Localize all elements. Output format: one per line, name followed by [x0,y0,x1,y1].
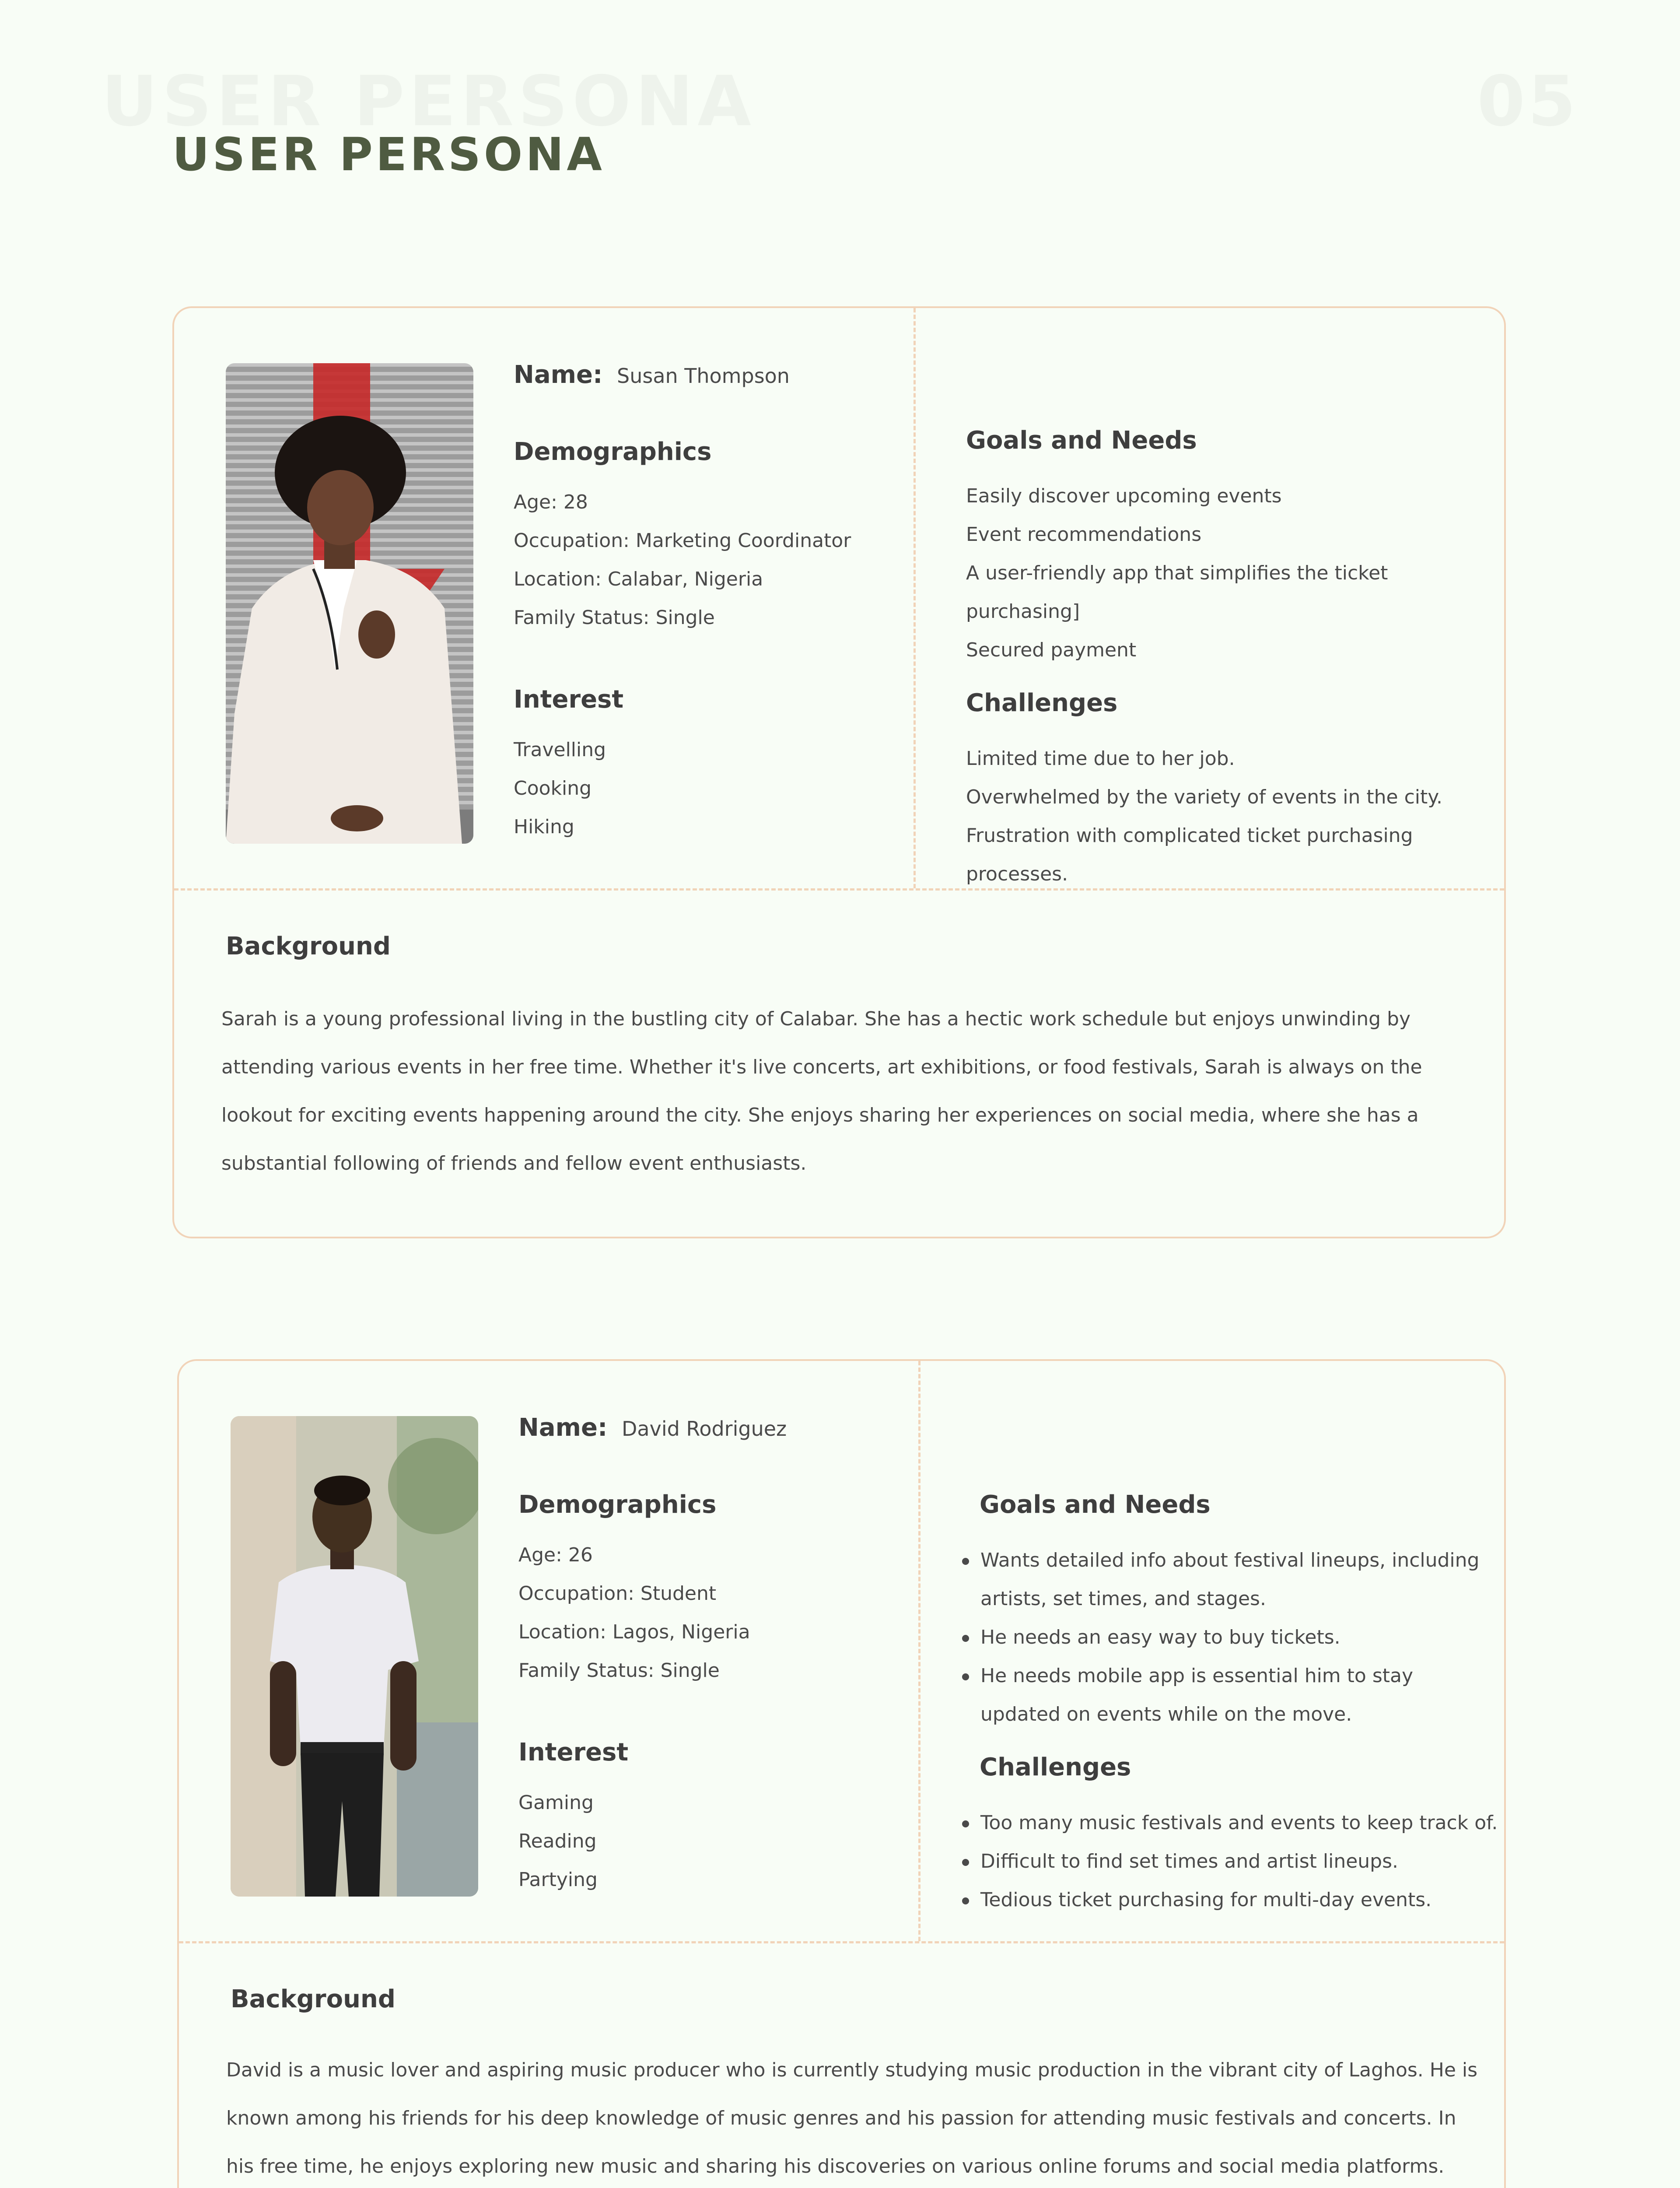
challenges-list [966,740,1469,894]
challenge-item: Difficult to find set times and artist lineups. [962,1842,1505,1881]
background-heading: Background [226,932,391,961]
persona-card-david [177,1359,1506,2188]
background-text: Sarah is a young professional living in the bustling city of Calabar. She has a hectic work schedule but enjoys unwinding by attending various events in her free time. Whether it's live concerts, art exhibitions, or food festivals, Sarah is always on the lookout for exciting events happening around the city. She enjoys sharing her experiences on social media, where she has a substantial following of friends and fellow event enthusiasts. [221,1008,1422,1175]
interest-item: Travelling [514,739,606,761]
column-divider [918,1361,920,1941]
goals-list [962,1541,1487,1734]
page-title: USER PERSONA [172,128,605,181]
persona-photo [226,363,473,844]
persona-name: Susan Thompson [617,364,790,388]
background-heading: Background [231,1985,396,2013]
challenges-list [962,1804,1505,1919]
demographic-occupation: Occupation: Student [518,1582,717,1605]
challenge-item: Tedious ticket purchasing for multi-day events. [962,1881,1505,1919]
page-number: 05 [1477,61,1578,142]
interest-item: Cooking [514,777,592,799]
goal-item: Event recommendations [966,523,1202,546]
interest-list [518,1784,598,1899]
goal-item: Wants detailed info about festival lineups, including artists, set times, and stages. [962,1541,1487,1618]
challenge-item: Limited time due to her job. [966,747,1235,770]
challenges-heading: Challenges [980,1753,1131,1781]
demographic-age: Age: 28 [514,491,588,513]
goal-item: Secured payment [966,639,1137,661]
demographic-location: Location: Calabar, Nigeria [514,568,763,590]
goals-heading: Goals and Needs [980,1490,1211,1519]
interest-item: Hiking [514,816,574,838]
name-label: Name: [514,361,603,389]
challenges-heading: Challenges [966,689,1118,717]
demographic-occupation: Occupation: Marketing Coordinator [514,529,851,552]
interest-item: Reading [518,1830,597,1852]
challenge-item: Overwhelmed by the variety of events in the city. [966,786,1442,808]
goal-item: He needs an easy way to buy tickets. [962,1618,1487,1657]
persona-photo [231,1416,478,1897]
interest-heading: Interest [518,1738,629,1767]
challenge-item: Too many music festivals and events to keep track of. [962,1804,1505,1842]
goal-item: Easily discover upcoming events [966,485,1282,507]
demographic-age: Age: 26 [518,1544,593,1566]
interest-list [514,731,606,846]
interest-item: Partying [518,1869,598,1891]
goals-list [966,477,1469,670]
goals-heading: Goals and Needs [966,426,1197,455]
challenge-item: Frustration with complicated ticket purchasing processes. [966,824,1413,885]
goal-item: He needs mobile app is essential him to stay updated on events while on the move. [962,1657,1430,1734]
background-text: David is a music lover and aspiring music producer who is currently studying music production in the vibrant city of Laghos. He is known among his friends for his deep knowledge of music genres and his passion for attending music festivals and concerts. In his free time, he enjoys exploring new music and sharing his discoveries on various online forums and social media platforms. [226,2059,1478,2177]
demographics-heading: Demographics [514,438,712,466]
column-divider [914,308,916,888]
name-label: Name: [518,1413,608,1442]
goal-item: A user-friendly app that simplifies the ticket purchasing] [966,562,1388,623]
demographic-family-status: Family Status: Single [518,1659,720,1682]
demographics-list [514,483,851,637]
demographic-location: Location: Lagos, Nigeria [518,1621,750,1643]
persona-card-susan [172,306,1506,1238]
demographic-family-status: Family Status: Single [514,607,715,629]
interest-item: Gaming [518,1792,594,1814]
persona-name: David Rodriguez [622,1417,787,1441]
demographics-list [518,1536,750,1690]
watermark-title: USER PERSONA [102,61,756,142]
demographics-heading: Demographics [518,1490,717,1519]
section-divider [179,1941,1504,1943]
interest-heading: Interest [514,685,624,714]
